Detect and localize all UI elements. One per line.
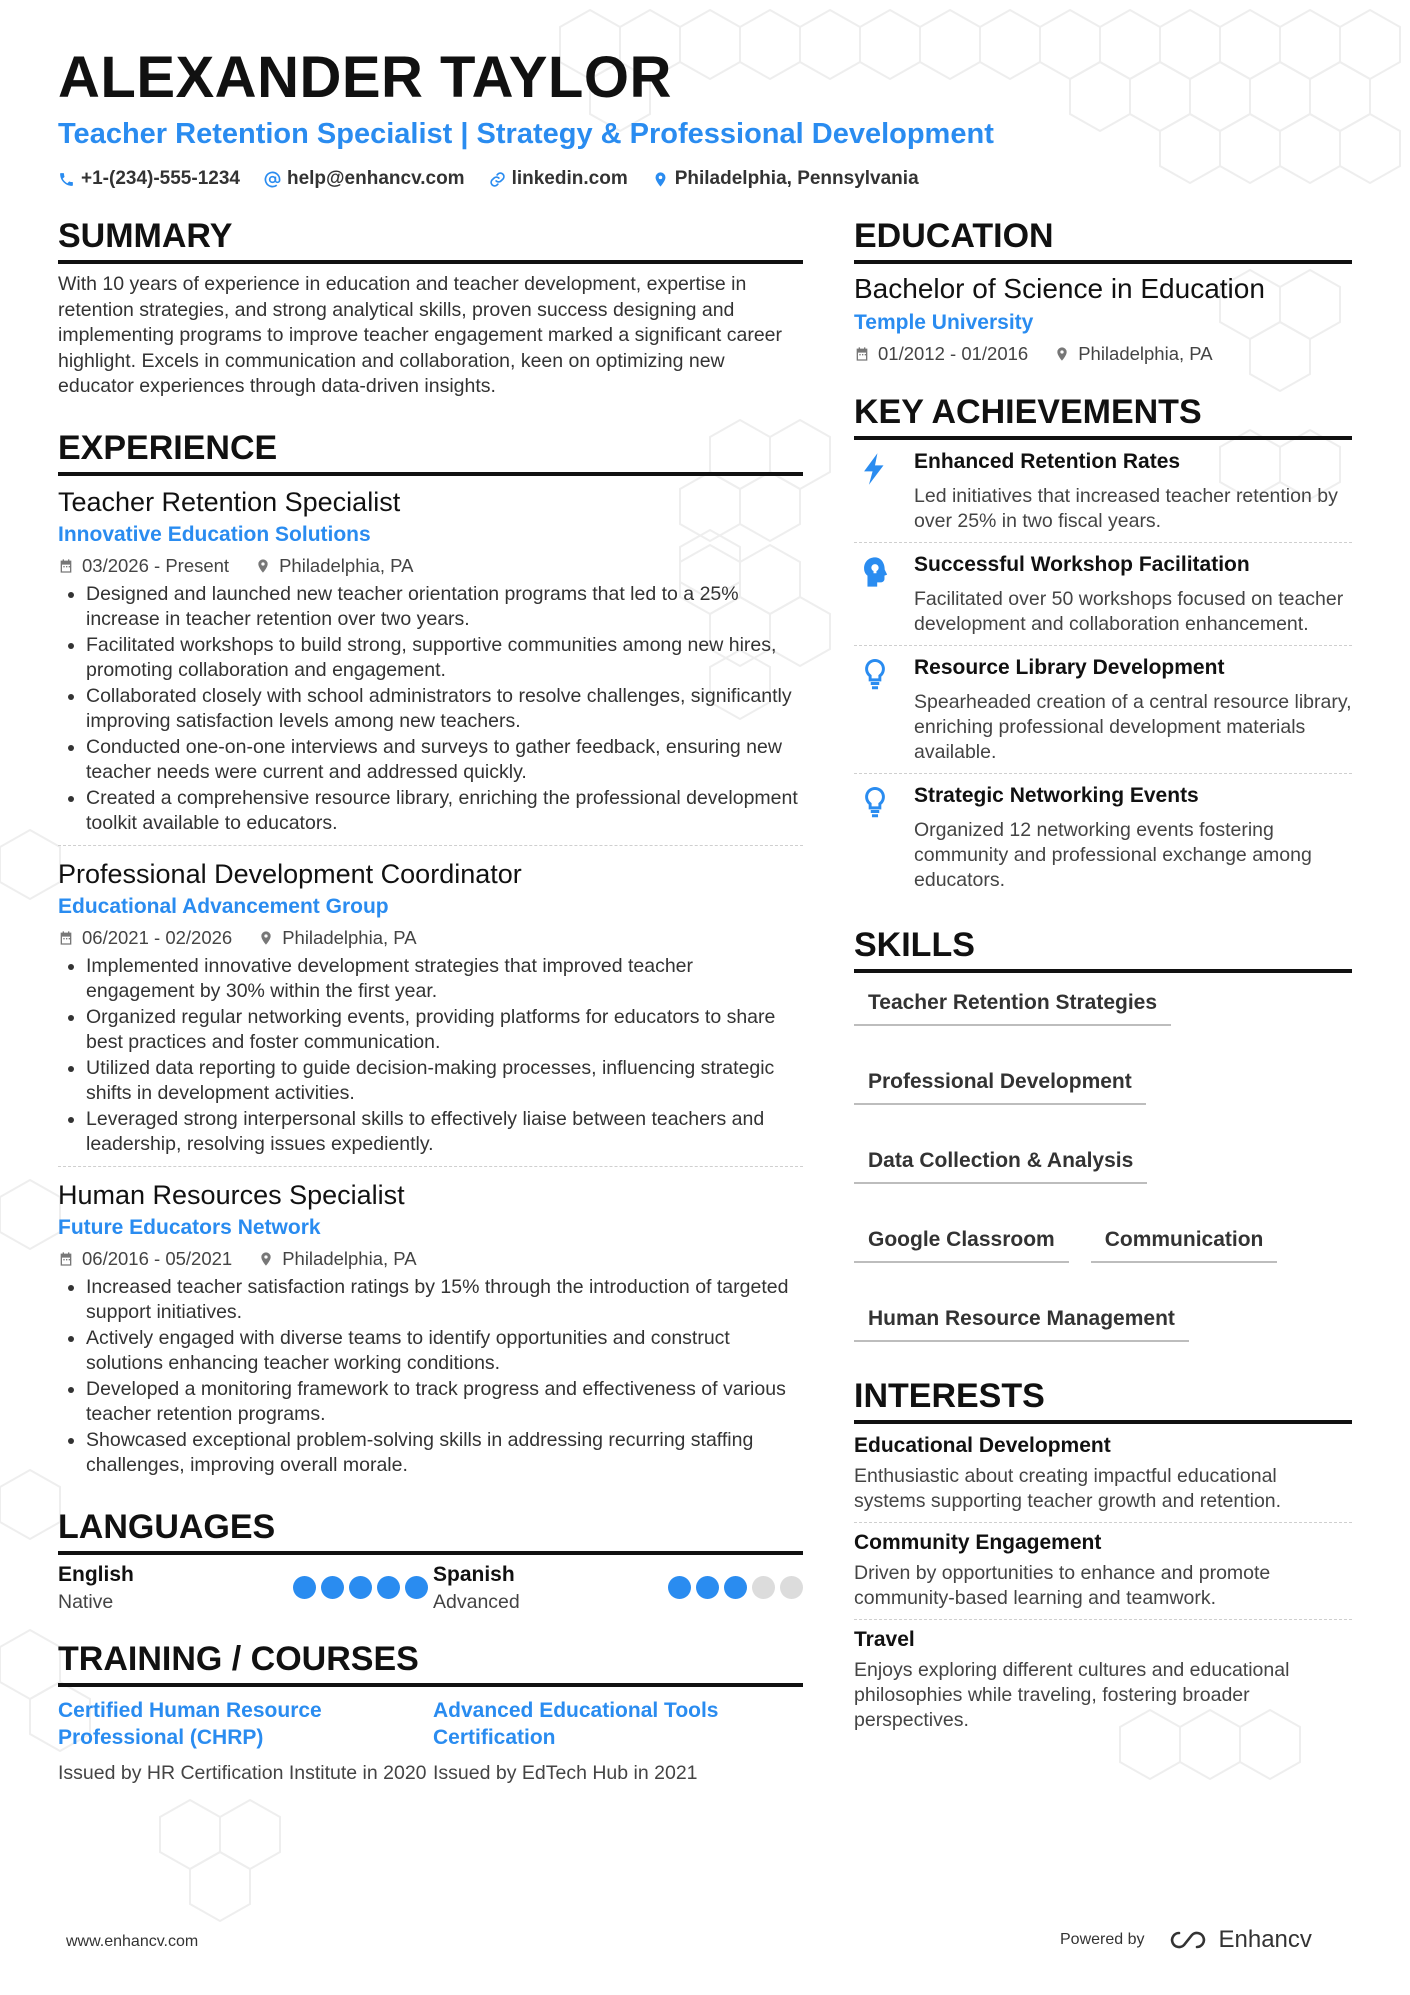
experience-section bbox=[58, 426, 803, 1479]
job-company: Future Educators Network bbox=[58, 1215, 321, 1239]
lightbulb-icon bbox=[860, 786, 890, 820]
achievement-title: Resource Library Development bbox=[914, 656, 1225, 679]
job-meta bbox=[58, 922, 803, 954]
job-bullet: • Showcased exceptional problem-solving skills in addressing recurring staffing challenges, improving overall morale. bbox=[86, 1428, 803, 1479]
contact-phone[interactable] bbox=[58, 168, 240, 190]
job-bullet: • Designed and launched new teacher orientation programs that led to a 25% increase in teacher retention over two years. bbox=[86, 582, 803, 633]
rating-dot-empty bbox=[752, 1576, 775, 1599]
email-text: help@enhancv.com bbox=[286, 168, 465, 189]
skill-tag: Google Classroom bbox=[854, 1220, 1069, 1263]
head-icon bbox=[860, 555, 890, 589]
job-meta bbox=[58, 550, 803, 582]
language-name: Spanish bbox=[433, 1562, 515, 1586]
job-entry bbox=[58, 856, 803, 1158]
job-location: Philadelphia, PA bbox=[282, 1247, 417, 1269]
achievement-description: Organized 12 networking events fostering community and professional exchange among educators. bbox=[914, 819, 1312, 891]
interest-item bbox=[854, 1432, 1352, 1514]
interest-title: Community Engagement bbox=[854, 1531, 1102, 1554]
education-dates: 01/2012 - 01/2016 bbox=[878, 343, 1029, 364]
linkedin-text: linkedin.com bbox=[511, 168, 628, 189]
interest-item bbox=[854, 1626, 1352, 1733]
job-dates: 06/2016 - 05/2021 bbox=[82, 1247, 233, 1269]
calendar-icon bbox=[58, 558, 74, 574]
interest-description: Driven by opportunities to enhance and promote community-based learning and teamwork. bbox=[854, 1562, 1271, 1609]
job-bullets bbox=[58, 954, 803, 1158]
job-bullet: • Utilized data reporting to guide decision-making processes, influencing strategic shifts in development activities. bbox=[86, 1056, 803, 1107]
language-level: Native bbox=[58, 1590, 114, 1613]
achievement-item bbox=[854, 440, 1352, 542]
job-separator bbox=[58, 845, 803, 846]
contact-bar bbox=[58, 168, 919, 190]
job-bullets bbox=[58, 582, 803, 837]
job-meta bbox=[58, 1243, 803, 1275]
language-rating bbox=[668, 1576, 803, 1599]
training-section bbox=[58, 1637, 803, 1787]
summary-text: With 10 years of experience in education and teacher development, expertise in retention strategies, and strong analytical skills, proven success designing and implementing programs to improve teacher engagement marked a significant career highlight. Excels in communication and collaboration, keen on optimizing new educator experiences through data-driven insights. bbox=[58, 273, 783, 397]
lightning-icon bbox=[860, 452, 890, 486]
footer-website[interactable]: www.enhancv.com bbox=[66, 1933, 199, 1950]
job-bullet: • Developed a monitoring framework to track progress and effectiveness of various teacher retention programs. bbox=[86, 1377, 803, 1428]
achievement-title: Successful Workshop Facilitation bbox=[914, 553, 1250, 576]
interest-description: Enjoys exploring different cultures and educational philosophies while traveling, fostering broader perspectives. bbox=[854, 1659, 1290, 1731]
summary-section bbox=[58, 214, 803, 400]
location-pin-icon bbox=[652, 171, 669, 188]
job-company: Innovative Education Solutions bbox=[58, 522, 371, 546]
achievement-description: Spearheaded creation of a central resource library, enriching professional development materials available. bbox=[914, 691, 1352, 763]
interests-section bbox=[854, 1374, 1352, 1733]
achievement-item bbox=[854, 646, 1352, 773]
job-bullets bbox=[58, 1275, 803, 1479]
achievement-description: Led initiatives that increased teacher retention by over 25% in two fiscal years. bbox=[914, 485, 1338, 532]
candidate-name: ALEXANDER TAYLOR bbox=[58, 45, 672, 110]
education-degree: Bachelor of Science in Education bbox=[854, 273, 1265, 304]
contact-email[interactable] bbox=[264, 168, 465, 190]
rating-dot-filled bbox=[349, 1576, 372, 1599]
achievements-section bbox=[854, 390, 1352, 901]
job-entry bbox=[58, 1177, 803, 1479]
course-item bbox=[433, 1697, 803, 1787]
candidate-headline: Teacher Retention Specialist | Strategy & Professional Development bbox=[58, 118, 994, 150]
achievement-title: Strategic Networking Events bbox=[914, 784, 1199, 807]
achievement-item bbox=[854, 543, 1352, 645]
job-bullet: • Organized regular networking events, providing platforms for educators to share best practices and foster communication. bbox=[86, 1005, 803, 1056]
languages-section bbox=[58, 1505, 803, 1615]
job-bullet: • Conducted one-on-one interviews and surveys to gather feedback, ensuring new teacher needs were current and addressed quickly. bbox=[86, 735, 803, 786]
rating-dot-filled bbox=[321, 1576, 344, 1599]
language-rating bbox=[293, 1576, 428, 1599]
lightbulb-icon bbox=[860, 658, 890, 692]
powered-by-label: Powered by bbox=[1060, 1931, 1145, 1948]
languages-heading: LANGUAGES bbox=[58, 1505, 803, 1555]
rating-dot-filled bbox=[696, 1576, 719, 1599]
education-heading: EDUCATION bbox=[854, 214, 1352, 264]
rating-dot-filled bbox=[668, 1576, 691, 1599]
job-entry bbox=[58, 484, 803, 837]
brand-name: Enhancv bbox=[1218, 1926, 1312, 1953]
interest-separator bbox=[854, 1619, 1352, 1620]
job-location: Philadelphia, PA bbox=[282, 926, 417, 948]
job-company: Educational Advancement Group bbox=[58, 894, 389, 918]
calendar-icon bbox=[58, 930, 74, 946]
skill-tag: Teacher Retention Strategies bbox=[854, 983, 1171, 1026]
contact-location bbox=[652, 168, 919, 190]
skill-tag: Data Collection & Analysis bbox=[854, 1141, 1147, 1184]
job-bullet: • Increased teacher satisfaction ratings by 15% through the introduction of targeted support initiatives. bbox=[86, 1275, 803, 1326]
left-column bbox=[58, 214, 803, 1786]
skills-list bbox=[854, 983, 1352, 1342]
job-dates: 06/2021 - 02/2026 bbox=[82, 926, 233, 948]
interest-title: Educational Development bbox=[854, 1434, 1111, 1457]
enhancv-logo[interactable] bbox=[1165, 1926, 1312, 1954]
location-pin-icon bbox=[258, 1251, 274, 1267]
job-title: Human Resources Specialist bbox=[58, 1179, 405, 1210]
job-bullet: • Collaborated closely with school administrators to resolve challenges, significantly improving satisfaction levels among new teachers. bbox=[86, 684, 803, 735]
rating-dot-empty bbox=[780, 1576, 803, 1599]
language-item bbox=[58, 1561, 428, 1615]
summary-heading: SUMMARY bbox=[58, 214, 803, 264]
skill-tag: Professional Development bbox=[854, 1062, 1146, 1105]
skills-section bbox=[854, 923, 1352, 1342]
course-title: Advanced Educational Tools Certification bbox=[433, 1698, 719, 1749]
rating-dot-filled bbox=[405, 1576, 428, 1599]
location-pin-icon bbox=[1054, 346, 1070, 362]
interest-description: Enthusiastic about creating impactful educational systems supporting teacher growth and retention. bbox=[854, 1465, 1282, 1512]
contact-linkedin[interactable] bbox=[489, 168, 628, 190]
job-bullet: • Created a comprehensive resource library, enriching the professional development toolkit available to educators. bbox=[86, 786, 803, 837]
job-separator bbox=[58, 1166, 803, 1167]
interests-heading: INTERESTS bbox=[854, 1374, 1352, 1424]
experience-heading: EXPERIENCE bbox=[58, 426, 803, 476]
language-name: English bbox=[58, 1562, 134, 1586]
achievement-item bbox=[854, 774, 1352, 901]
achievement-title: Enhanced Retention Rates bbox=[914, 450, 1181, 473]
location-pin-icon bbox=[255, 558, 271, 574]
course-issuer: Issued by EdTech Hub in 2021 bbox=[433, 1761, 698, 1784]
rating-dot-filled bbox=[293, 1576, 316, 1599]
interest-title: Travel bbox=[854, 1628, 915, 1651]
skills-heading: SKILLS bbox=[854, 923, 1352, 973]
courses-list bbox=[58, 1697, 803, 1787]
training-heading: TRAINING / COURSES bbox=[58, 1637, 803, 1687]
course-item bbox=[58, 1697, 428, 1787]
phone-icon bbox=[58, 171, 75, 188]
location-pin-icon bbox=[258, 930, 274, 946]
interest-separator bbox=[854, 1522, 1352, 1523]
rating-dot-filled bbox=[724, 1576, 747, 1599]
education-location: Philadelphia, PA bbox=[1078, 343, 1213, 364]
job-bullet: • Facilitated workshops to build strong, supportive communities among new hires, promoting collaboration and engagement. bbox=[86, 633, 803, 684]
language-level: Advanced bbox=[433, 1590, 520, 1613]
education-school: Temple University bbox=[854, 311, 1034, 334]
at-sign-icon bbox=[264, 171, 281, 188]
phone-text: +1-(234)-555-1234 bbox=[81, 168, 240, 189]
rating-dot-filled bbox=[377, 1576, 400, 1599]
skill-tag: Communication bbox=[1091, 1220, 1278, 1263]
achievement-description: Facilitated over 50 workshops focused on teacher development and collaboration enhancement. bbox=[914, 588, 1344, 635]
job-bullet: • Implemented innovative development strategies that improved teacher engagement by 30% within the first year. bbox=[86, 954, 803, 1005]
education-meta bbox=[854, 338, 1352, 370]
job-title: Professional Development Coordinator bbox=[58, 858, 522, 889]
education-section bbox=[854, 214, 1352, 370]
calendar-icon bbox=[58, 1251, 74, 1267]
interest-item bbox=[854, 1529, 1352, 1611]
language-item bbox=[433, 1561, 803, 1615]
right-column bbox=[854, 214, 1352, 1733]
job-title: Teacher Retention Specialist bbox=[58, 486, 401, 517]
location-text: Philadelphia, Pennsylvania bbox=[674, 168, 919, 189]
job-dates: 03/2026 - Present bbox=[82, 554, 230, 576]
course-issuer: Issued by HR Certification Institute in 2020 bbox=[58, 1761, 427, 1784]
link-icon bbox=[489, 171, 506, 188]
course-title: Certified Human Resource Professional (CHRP) bbox=[58, 1698, 322, 1749]
skill-tag: Human Resource Management bbox=[854, 1299, 1189, 1342]
calendar-icon bbox=[854, 346, 870, 362]
job-location: Philadelphia, PA bbox=[279, 554, 414, 576]
enhancv-logo-icon bbox=[1165, 1928, 1211, 1952]
job-bullet: • Leveraged strong interpersonal skills to effectively liaise between teachers and leadership, resolving issues expediently. bbox=[86, 1107, 803, 1158]
footer-branding bbox=[1060, 1926, 1312, 1954]
job-bullet: • Actively engaged with diverse teams to identify opportunities and construct solutions enhancing teacher working conditions. bbox=[86, 1326, 803, 1377]
languages-list bbox=[58, 1561, 803, 1615]
achievements-heading: KEY ACHIEVEMENTS bbox=[854, 390, 1352, 440]
